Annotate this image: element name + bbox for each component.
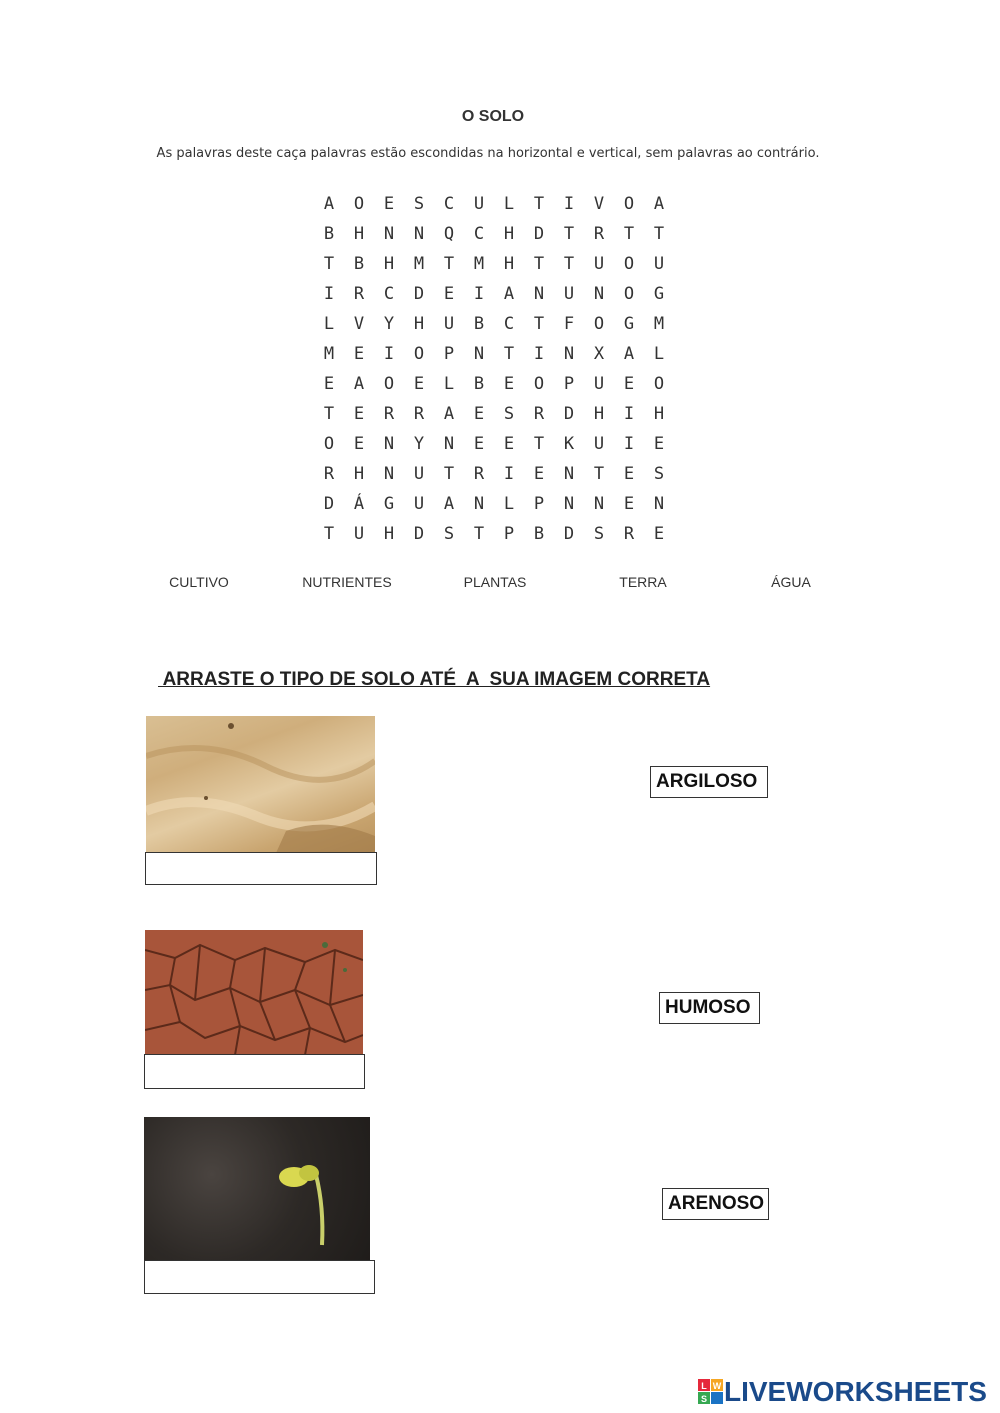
- label-arenoso[interactable]: ARENOSO: [662, 1188, 769, 1220]
- grid-letter: T: [323, 254, 335, 274]
- grid-letter: Q: [443, 224, 455, 244]
- grid-letter: P: [533, 494, 545, 514]
- grid-letter: R: [623, 524, 635, 544]
- grid-letter: E: [413, 374, 425, 394]
- grid-row: [314, 314, 674, 344]
- grid-letter: S: [653, 464, 665, 484]
- grid-letter: U: [593, 374, 605, 394]
- grid-letter: R: [473, 464, 485, 484]
- grid-letter: I: [533, 344, 545, 364]
- grid-letter: T: [653, 224, 665, 244]
- grid-letter: N: [563, 464, 575, 484]
- grid-letter: E: [623, 374, 635, 394]
- grid-letter: M: [653, 314, 665, 334]
- drop-box-2[interactable]: [144, 1054, 365, 1089]
- grid-letter: T: [533, 254, 545, 274]
- grid-letter: E: [353, 434, 365, 454]
- grid-letter: E: [443, 284, 455, 304]
- grid-letter: E: [323, 374, 335, 394]
- grid-letter: L: [323, 314, 335, 334]
- grid-letter: A: [503, 284, 515, 304]
- grid-letter: R: [533, 404, 545, 424]
- grid-letter: U: [353, 524, 365, 544]
- grid-letter: T: [563, 254, 575, 274]
- grid-letter: G: [383, 494, 395, 514]
- grid-row: [314, 284, 674, 314]
- word-item: ÁGUA: [771, 574, 811, 590]
- grid-letter: N: [383, 434, 395, 454]
- grid-letter: U: [413, 494, 425, 514]
- grid-row: [314, 524, 674, 554]
- grid-letter: H: [503, 224, 515, 244]
- grid-letter: O: [623, 254, 635, 274]
- grid-letter: U: [593, 254, 605, 274]
- grid-letter: N: [473, 344, 485, 364]
- grid-row: [314, 344, 674, 374]
- grid-letter: H: [353, 464, 365, 484]
- grid-letter: N: [383, 224, 395, 244]
- worksheet-title: O SOLO: [461, 108, 525, 125]
- grid-letter: B: [533, 524, 545, 544]
- grid-letter: E: [353, 404, 365, 424]
- grid-letter: T: [473, 524, 485, 544]
- grid-letter: E: [623, 464, 635, 484]
- grid-letter: M: [413, 254, 425, 274]
- liveworksheets-logo: [698, 1376, 987, 1408]
- grid-letter: O: [353, 194, 365, 214]
- grid-letter: T: [443, 254, 455, 274]
- grid-row: [314, 254, 674, 284]
- drop-box-3[interactable]: [144, 1260, 375, 1294]
- grid-letter: U: [593, 434, 605, 454]
- grid-letter: L: [443, 374, 455, 394]
- grid-letter: A: [353, 374, 365, 394]
- grid-letter: C: [443, 194, 455, 214]
- grid-letter: P: [563, 374, 575, 394]
- grid-letter: P: [443, 344, 455, 364]
- grid-letter: I: [503, 464, 515, 484]
- grid-letter: T: [443, 464, 455, 484]
- svg-text:L: L: [701, 1381, 707, 1391]
- grid-letter: N: [533, 284, 545, 304]
- grid-letter: S: [413, 194, 425, 214]
- grid-letter: O: [413, 344, 425, 364]
- word-list: [125, 574, 865, 590]
- grid-letter: C: [503, 314, 515, 334]
- grid-letter: R: [353, 284, 365, 304]
- grid-letter: C: [473, 224, 485, 244]
- grid-letter: U: [443, 314, 455, 334]
- grid-letter: X: [593, 344, 605, 364]
- grid-letter: U: [473, 194, 485, 214]
- grid-letter: H: [503, 254, 515, 274]
- grid-letter: K: [563, 434, 575, 454]
- grid-letter: N: [593, 284, 605, 304]
- grid-letter: G: [653, 284, 665, 304]
- sand-texture: [146, 716, 375, 853]
- grid-letter: B: [353, 254, 365, 274]
- grid-letter: L: [503, 494, 515, 514]
- grid-letter: D: [323, 494, 335, 514]
- grid-letter: B: [473, 314, 485, 334]
- grid-letter: O: [383, 374, 395, 394]
- word-item: CULTIVO: [169, 574, 229, 590]
- grid-letter: M: [323, 344, 335, 364]
- grid-letter: L: [653, 344, 665, 364]
- grid-letter: I: [623, 404, 635, 424]
- grid-letter: V: [353, 314, 365, 334]
- grid-letter: T: [533, 434, 545, 454]
- grid-letter: A: [623, 344, 635, 364]
- grid-letter: E: [473, 404, 485, 424]
- grid-row: [314, 404, 674, 434]
- grid-letter: A: [443, 404, 455, 424]
- grid-letter: I: [383, 344, 395, 364]
- grid-letter: I: [563, 194, 575, 214]
- grid-letter: E: [353, 344, 365, 364]
- grid-letter: E: [473, 434, 485, 454]
- grid-letter: I: [623, 434, 635, 454]
- logo-icon: [698, 1379, 724, 1405]
- grid-letter: D: [563, 404, 575, 424]
- svg-text:W: W: [712, 1381, 722, 1391]
- grid-letter: S: [593, 524, 605, 544]
- sandy-soil-image: [146, 716, 375, 853]
- grid-letter: N: [473, 494, 485, 514]
- grid-letter: A: [653, 194, 665, 214]
- grid-letter: Y: [413, 434, 425, 454]
- grid-letter: E: [653, 524, 665, 544]
- grid-letter: A: [323, 194, 335, 214]
- grid-letter: H: [383, 524, 395, 544]
- grid-letter: T: [593, 464, 605, 484]
- grid-letter: T: [533, 314, 545, 334]
- grid-letter: E: [653, 434, 665, 454]
- instructions-text: As palavras deste caça palavras estão escondidas na horizontal e vertical, sem palavras ao contrário.: [156, 146, 820, 161]
- grid-letter: E: [383, 194, 395, 214]
- grid-letter: O: [533, 374, 545, 394]
- grid-letter: R: [593, 224, 605, 244]
- seedling-illustration: [144, 1117, 370, 1261]
- grid-letter: T: [323, 524, 335, 544]
- grid-letter: M: [473, 254, 485, 274]
- logo-text: LIVEWORKSHEETS: [724, 1376, 987, 1407]
- grid-letter: R: [323, 464, 335, 484]
- grid-letter: T: [533, 194, 545, 214]
- grid-letter: T: [503, 344, 515, 364]
- svg-text:S: S: [700, 1394, 708, 1404]
- grid-letter: N: [653, 494, 665, 514]
- grid-letter: H: [593, 404, 605, 424]
- grid-letter: L: [503, 194, 515, 214]
- grid-letter: O: [623, 194, 635, 214]
- clay-soil-image: [145, 930, 363, 1055]
- grid-row: [314, 434, 674, 464]
- grid-letter: E: [623, 494, 635, 514]
- grid-letter: O: [323, 434, 335, 454]
- grid-letter: O: [593, 314, 605, 334]
- grid-letter: T: [623, 224, 635, 244]
- grid-letter: E: [503, 374, 515, 394]
- word-item: TERRA: [619, 574, 667, 590]
- grid-row: [314, 374, 674, 404]
- grid-letter: E: [503, 434, 515, 454]
- grid-letter: P: [503, 524, 515, 544]
- grid-letter: N: [563, 344, 575, 364]
- grid-letter: H: [353, 224, 365, 244]
- grid-letter: N: [383, 464, 395, 484]
- word-item: PLANTAS: [463, 574, 527, 590]
- word-search-grid: [314, 194, 674, 554]
- grid-letter: S: [503, 404, 515, 424]
- grid-letter: T: [563, 224, 575, 244]
- grid-letter: G: [623, 314, 635, 334]
- grid-letter: H: [413, 314, 425, 334]
- grid-letter: T: [323, 404, 335, 424]
- grid-row: [314, 494, 674, 524]
- word-item: NUTRIENTES: [302, 574, 392, 590]
- grid-letter: E: [533, 464, 545, 484]
- grid-letter: N: [413, 224, 425, 244]
- grid-letter: R: [413, 404, 425, 424]
- grid-letter: D: [413, 284, 425, 304]
- grid-letter: I: [323, 284, 335, 304]
- grid-letter: N: [563, 494, 575, 514]
- grid-letter: H: [653, 404, 665, 424]
- grid-letter: D: [533, 224, 545, 244]
- label-humoso[interactable]: HUMOSO: [659, 992, 760, 1024]
- grid-letter: V: [593, 194, 605, 214]
- humus-soil-image: [144, 1117, 370, 1261]
- grid-letter: D: [413, 524, 425, 544]
- grid-letter: Á: [353, 494, 365, 514]
- grid-letter: B: [473, 374, 485, 394]
- grid-letter: R: [383, 404, 395, 424]
- grid-letter: U: [653, 254, 665, 274]
- grid-row: [314, 224, 674, 254]
- grid-letter: B: [323, 224, 335, 244]
- drop-box-1[interactable]: [145, 852, 377, 885]
- grid-letter: U: [413, 464, 425, 484]
- grid-letter: A: [443, 494, 455, 514]
- grid-letter: O: [653, 374, 665, 394]
- label-argiloso[interactable]: ARGILOSO: [650, 766, 768, 798]
- grid-row: [314, 464, 674, 494]
- grid-letter: D: [563, 524, 575, 544]
- grid-letter: Y: [383, 314, 395, 334]
- grid-letter: H: [383, 254, 395, 274]
- grid-letter: N: [443, 434, 455, 454]
- grid-letter: O: [623, 284, 635, 304]
- grid-letter: S: [443, 524, 455, 544]
- grid-letter: N: [593, 494, 605, 514]
- grid-row: [314, 194, 674, 224]
- cracked-clay-texture: [145, 930, 363, 1055]
- grid-letter: I: [473, 284, 485, 304]
- activity-title: ARRASTE O TIPO DE SOLO ATÉ A SUA IMAGEM CORRETA: [158, 669, 711, 690]
- grid-letter: U: [563, 284, 575, 304]
- grid-letter: C: [383, 284, 395, 304]
- grid-letter: F: [563, 314, 575, 334]
